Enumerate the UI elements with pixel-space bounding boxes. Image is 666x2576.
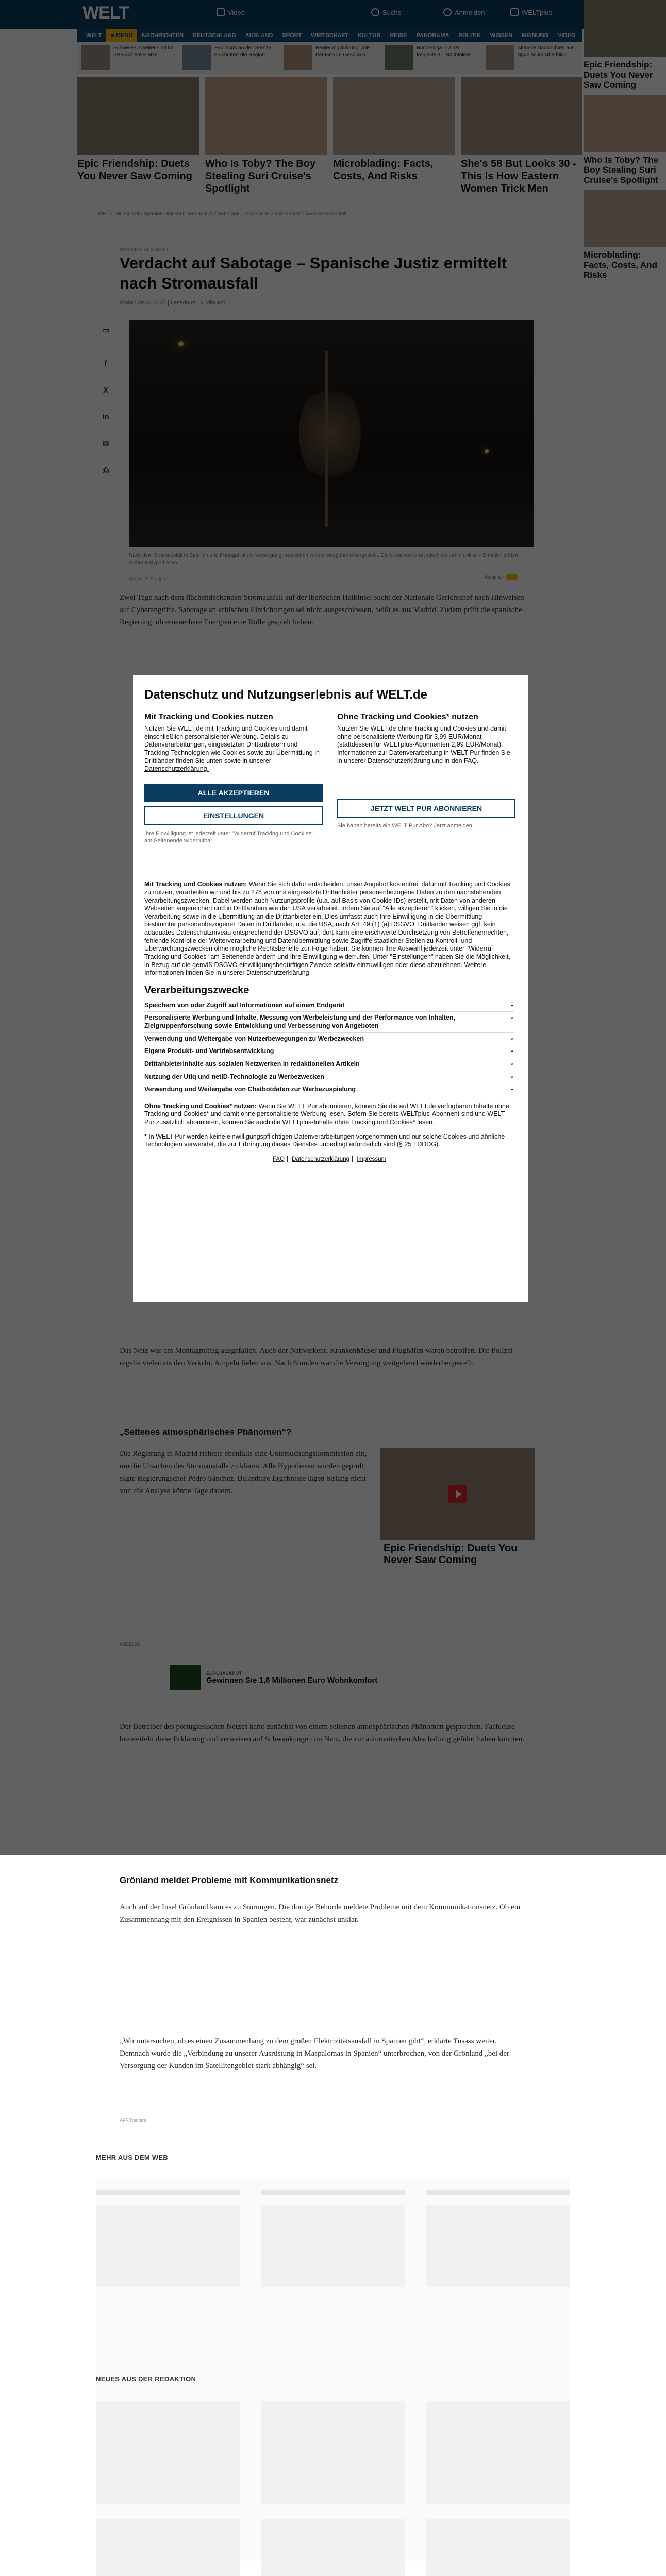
section-heading: NEUES AUS DER REDAKTION — [96, 2375, 196, 2383]
faq-link[interactable]: FAQ — [272, 1156, 285, 1162]
placeholder-card — [426, 2205, 570, 2287]
placeholder-card — [96, 2401, 240, 2504]
placeholder-card — [261, 2205, 405, 2287]
login-link[interactable]: Jetzt anmelden — [434, 823, 472, 829]
chevron-down-icon: ⌄ — [509, 1060, 514, 1066]
purpose-item[interactable]: Verwendung und Weitergabe von Chatbotdaten zur Werbezuspielung ⌄ — [144, 1083, 514, 1096]
settings-button[interactable]: EINSTELLUNGEN — [144, 806, 323, 825]
consent-dialog — [133, 675, 528, 1302]
placeholder-card — [96, 2519, 240, 2576]
chevron-down-icon: ⌄ — [509, 1035, 514, 1041]
purpose-item[interactable]: Speichern von oder Zugriff auf Informationen auf einem Endgerät ⌄ — [144, 999, 514, 1012]
article-source: AFP/Reuters — [120, 2117, 146, 2123]
article-paragraph: Auch auf der Insel Grönland kam es zu Störungen. Die dortige Behörde meldete Probleme mit dem Kommunikationsnetz. Ob ein Zusammenhang mit den Ereignissen in Spanien besteht, war zunächst unklar. — [120, 1903, 521, 1924]
subscribe-button[interactable]: JETZT WELT PUR ABONNIEREN — [337, 799, 515, 818]
consent-footer-links: FAQ | Datenschutzerklärung | Impressum — [272, 1156, 387, 1162]
faq-link[interactable]: FAQ. — [464, 757, 479, 765]
consent-title: Datenschutz und Nutzungserlebnis auf WELT.de — [144, 688, 427, 702]
purpose-item[interactable]: Verwendung und Weitergabe von Nutzerbewegungen zu Werbezwecken ⌄ — [144, 1033, 514, 1046]
privacy-policy-link[interactable]: Datenschutzerklärung — [368, 757, 430, 765]
option-without-tracking: Ohne Tracking und Cookies* nutzen Nutzen Sie WELT.de ohne Tracking und Cookies und damit ohne personalisierte Werbung für 3,99 EUR/Monat (stattdessen für WELTplus-Abonnenten 2,99 EUR/Monat). Informationen zur Datenverarbeitung in WELT Pur finden Sie in unserer Datenschutzerklärung und in den FAQ. JETZT WELT PUR ABONNIEREN Sie haben bereits ein WELT Pur Abo? Jetzt anmelden — [337, 713, 515, 844]
chevron-down-icon: ⌄ — [509, 1073, 514, 1079]
consent-footnote: * In WELT Pur werden keine einwilligungspflichtigen Datenverarbeitungen vorgenommen und nur solche Cookies und ähnliche Technologien verwendet, die zur Erbringung dieses Dienstes unbedingt erforderlich sind (§ 25 TDDDG). — [144, 1132, 505, 1148]
purpose-item[interactable]: Drittanbieterinhalte aus sozialen Netzwerken in redaktionellen Artikeln ⌄ — [144, 1058, 514, 1071]
placeholder-card — [426, 2401, 570, 2504]
purpose-item[interactable]: Nutzung der Utiq und netID-Technologie zu Werbezwecken ⌄ — [144, 1071, 514, 1084]
accept-all-button[interactable]: ALLE AKZEPTIEREN — [144, 784, 323, 802]
consent-options — [144, 713, 514, 844]
privacy-policy-link[interactable]: Datenschutzerklärung — [292, 1156, 349, 1162]
placeholder-card — [96, 2205, 240, 2287]
article-subheading: Grönland meldet Probleme mit Kommunikationsnetz — [120, 1875, 339, 1885]
chevron-down-icon: ⌄ — [509, 1047, 514, 1054]
purposes-list — [144, 999, 514, 1096]
purpose-item[interactable]: Personalisierte Werbung und Inhalte, Messung von Werbeleistung und der Performance von Inhalten, Zielgruppenforschung sowie Entwicklung und Verbesserung von Angeboten ⌄ — [144, 1012, 514, 1032]
article-paragraph: „Wir untersuchen, ob es einen Zusammenhang zu dem großen Elektrizitätsausfall in Spanien gibt“, erklärte Tusass weiter. Demnach wurde die „Verbindung zu unserer Ausrüstung in Maspalomas in Spanien“ unterbrochen, von der Grönland „bei der Versorgung der Kunden im Satellitengebiet stark abhängig“ sei. — [120, 2037, 510, 2070]
imprint-link[interactable]: Impressum — [357, 1156, 387, 1162]
section-heading: MEHR AUS DEM WEB — [96, 2154, 169, 2161]
placeholder-card — [261, 2519, 405, 2576]
chevron-down-icon: ⌄ — [509, 1001, 514, 1008]
purpose-item[interactable]: Eigene Produkt- und Vertriebsentwicklung ⌄ — [144, 1045, 514, 1058]
privacy-policy-link[interactable]: Datenschutzerklärung. — [144, 765, 209, 773]
tracking-details: Mit Tracking und Cookies nutzen: Wenn Sie sich dafür entscheiden, unser Angebot kostenfrei, dafür mit Tracking und Cookies zu nutzen, verarbeiten wir und bis zu 278 von uns eingesetzte Drittanbieter personenbezogene Daten zu den nachstehenden Verarbeitungszwecken. Dabei werden auch Nutzungsprofile (u.a. auf Basis von Cookie-IDs) erstellt, mit Daten von anderen Webseiten angereichert und in Drittländern wie den USA verarbeitet. Indem Sie auf "Alle akzeptieren" klicken, willigen Sie in die Verarbeitung sowie in die Übermittlung an die Drittanbieter ein. Dies umfasst auch Ihre Einwilligung in die Übermittlung bestimmter personenbezogener Daten in Drittländer, u.a. die USA, nach Art. 49 (1) (a) DSGVO. Drittländer weisen ggf. kein adäquates Datenschutzniveau entsprechend der DSGVO auf; dort kann eine erschwerte Durchsetzung von Betroffenenrechten, fehlende Kontrolle der Weiterverarbeitung und Datenübermittlung sowie Zugriffe staatlicher Stellen zu Kontroll- und Überwachungszwecken ohne mögliche Rechtsbehelfe zur Folge haben. Sie können Ihre Auswahl jederzeit unter "Widerruf Tracking und Cookies" am Seitenende ändern und Ihre Einwilligung widerrufen. Unter "Einstellungen" haben Sie die Möglichkeit, in Bezug auf die gemäß DSGVO einwilligungsbedürftigen Zwecke selektiv einzuwilligen oder diese abzulehnen. Weitere Informationen finden Sie in unserer Datenschutzerklärung. — [144, 880, 510, 977]
purposes-heading: Verarbeitungszwecke — [144, 984, 249, 996]
placeholder-card — [426, 2519, 570, 2576]
option-with-tracking: Mit Tracking und Cookies nutzen Nutzen Sie WELT.de mit Tracking und Cookies und damit einschließlich personalisierter Werbung. Details zu Datenverarbeitungen, eingesetzten Drittanbietern und Tracking-Technologien wie Cookies sowie zur Übermittlung in Drittländer finden Sie unten sowie in unserer Datenschutzerklärung. ALLE AKZEPTIEREN EINSTELLUNGEN Ihre Einwilligung ist jederzeit unter "Widerruf Tracking und Cookies" am Seitenende widerrufbar. — [144, 713, 323, 844]
chevron-down-icon: ⌄ — [509, 1086, 514, 1092]
placeholder-card — [261, 2401, 405, 2504]
chevron-down-icon: ⌄ — [509, 1014, 514, 1021]
no-tracking-details: Ohne Tracking und Cookies* nutzen: Wenn Sie WELT Pur abonnieren, können Sie die auf WELT.de verfügbaren Inhalte ohne Tracking und Cookies* und damit ohne personalisierte Werbung lesen. Sofern Sie bereits WELTplus-Abonnent sind und WELT Pur zusätzlich abonnieren, können Sie auch die WELTplus-Inhalte ohne Tracking und Cookies* lesen. — [144, 1102, 509, 1126]
